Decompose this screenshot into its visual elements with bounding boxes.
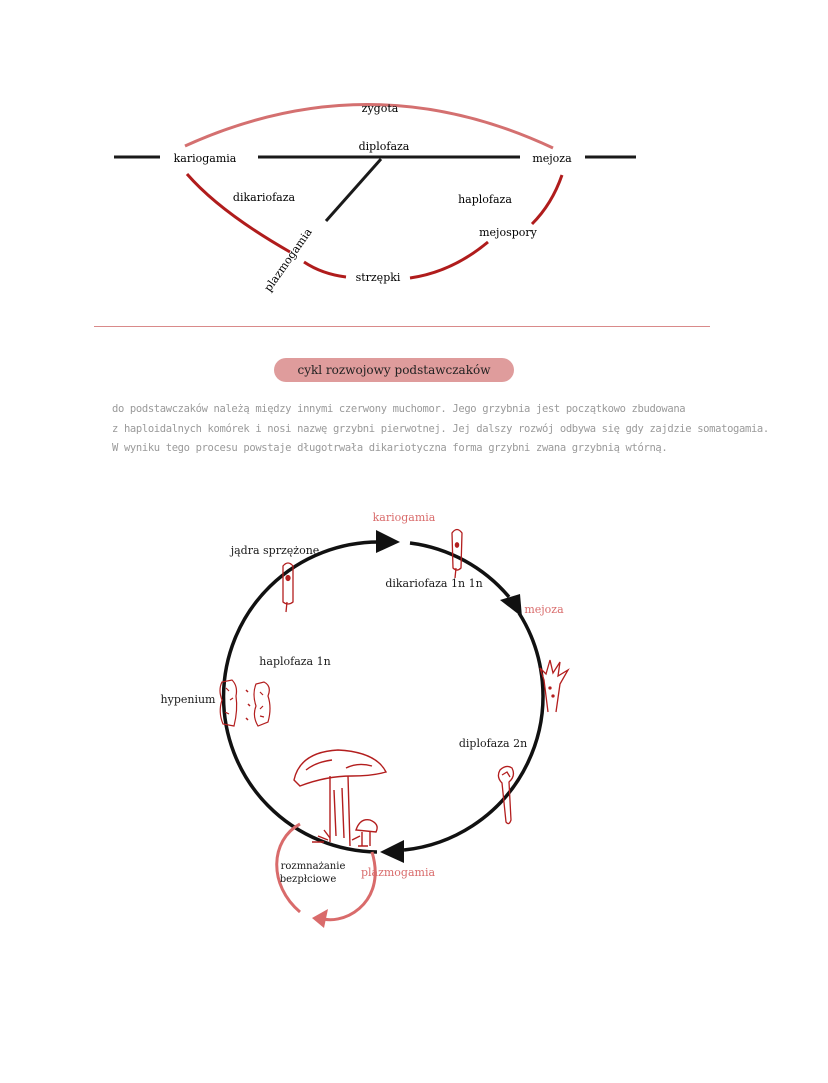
meiosis-label: mejoza xyxy=(532,152,572,165)
plasmogamy-label: plazmogamia xyxy=(261,225,315,295)
arrowhead-karyogamy xyxy=(376,530,400,553)
mushroom-icon xyxy=(294,750,386,846)
hyphae-left-curve xyxy=(304,262,346,277)
hyphae-right-curve xyxy=(410,242,488,278)
asexual-reproduction-label-line2: bezpłciowe xyxy=(279,874,337,885)
meiospores-label: mejospory xyxy=(479,226,537,239)
intro-paragraph xyxy=(112,400,769,459)
haplophase-label: haplofaza xyxy=(458,193,512,206)
plasmogamy-diagonal xyxy=(326,159,381,221)
haplophase-curve xyxy=(532,175,562,224)
zygote-label: zygota xyxy=(361,102,399,115)
haplophase-label: haplofaza 1n xyxy=(259,655,331,668)
asexual-loop-arrowhead xyxy=(312,909,328,928)
life-cycle-diagram xyxy=(0,490,828,950)
arrowhead-meiosis xyxy=(500,594,522,617)
intro-line-2: z haploidalnych komórek i nosi nazwę grzybni pierwotnej. Jej dalszy rozwój odbywa się gdy zajdzie somatogamia. xyxy=(112,422,769,435)
cycle-arc-left xyxy=(224,542,380,852)
plasmogamy-label: plazmogamia xyxy=(360,866,436,879)
section-divider xyxy=(94,326,710,327)
phase-scheme-diagram xyxy=(0,0,828,310)
meiosis-label: mejoza xyxy=(524,603,564,616)
intro-line-3: W wyniku tego procesu powstaje długotrwała dikariotyczna forma grzybni zwana grzybnią wtórną. xyxy=(112,442,668,454)
diplophase-label: diplofaza xyxy=(358,140,410,153)
diplophase-label: diplofaza 2n xyxy=(458,737,528,750)
asexual-reproduction-label-line1: rozmnażanie xyxy=(280,861,346,872)
karyogamy-label: kariogamia xyxy=(173,152,237,165)
hymenium-icon xyxy=(220,680,270,726)
dikaryophase-label: dikariofaza 1n 1n xyxy=(385,577,483,590)
karyogamy-label: kariogamia xyxy=(372,511,436,524)
intro-line-1: do podstawczaków należą między innymi czerwony muchomor. Jego grzybnia jest początkowo zbudowana xyxy=(112,403,686,415)
cycle-arc-right xyxy=(404,613,543,850)
conjugate-nuclei-label: jądra sprzężone xyxy=(230,544,320,557)
hymenium-label: hypenium xyxy=(160,693,216,706)
dikaryophase-curve xyxy=(187,174,290,252)
hyphae-label: strzępki xyxy=(355,271,401,284)
section-title: cykl rozwojowy podstawczaków xyxy=(274,358,514,382)
arrowhead-plasmogamy xyxy=(380,840,404,863)
dikaryophase-label: dikariofaza xyxy=(232,191,296,204)
